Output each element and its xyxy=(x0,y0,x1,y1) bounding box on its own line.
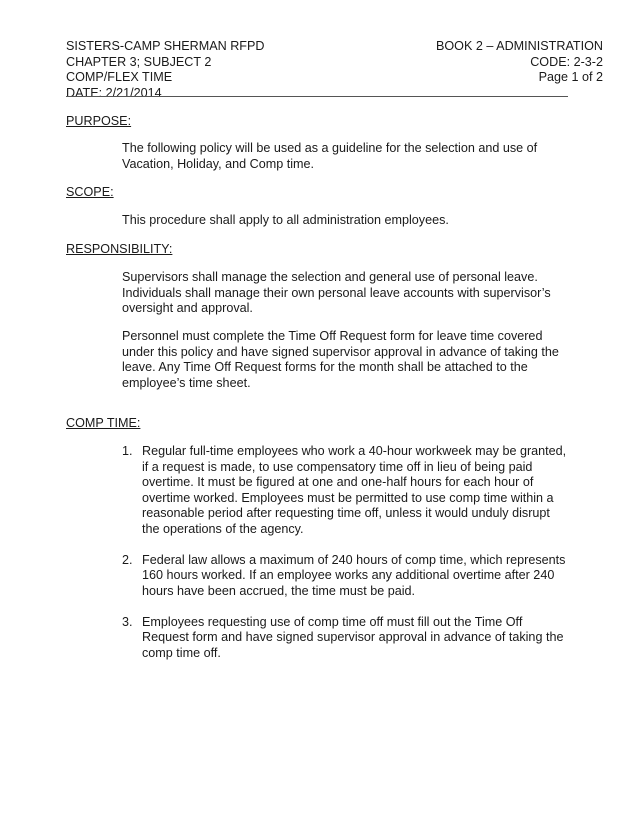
responsibility-paragraph-2: Personnel must complete the Time Off Request form for leave time covered under this policy and have signed supervisor approval in advance of taking the leave. Any Time Off Request forms for the month shall be attached to the employee’s time sheet. xyxy=(122,329,559,390)
list-item-text: Regular full-time employees who work a 40-hour workweek may be granted, if a request is made, to use compensatory time off in lieu of being paid overtime. It must be figured at one and one-half hours for each hour of overtime worked. Employees must be permitted to use comp time within a reasonable period after requesting time off, unless it would unduly disrupt the operations of the agency. xyxy=(142,444,567,536)
scope-text: This procedure shall apply to all administration employees. xyxy=(122,213,449,227)
header-book: BOOK 2 – ADMINISTRATION xyxy=(435,39,603,53)
document-header xyxy=(66,39,603,101)
header-code: CODE: 2-3-2 xyxy=(530,54,603,69)
responsibility-paragraph-1: Supervisors shall manage the selection and general use of personal leave. Individuals shall manage their own personal leave accounts with supervisor’s oversight and approval. xyxy=(122,270,551,315)
list-item-number: 1. xyxy=(122,444,133,458)
comp-time-item-2 xyxy=(122,553,568,600)
header-page-number: Page 1 of 2 xyxy=(538,70,603,84)
responsibility-heading: RESPONSIBILITY: xyxy=(66,242,173,256)
header-organization: SISTERS-CAMP SHERMAN RFPD xyxy=(66,39,265,53)
header-row-3 xyxy=(66,70,603,86)
purpose-heading: PURPOSE: xyxy=(66,114,132,128)
list-item-text: Federal law allows a maximum of 240 hours of comp time, which represents 160 hours worked. If an employee works any additional overtime after 240 hours have been accrued, the time must be paid. xyxy=(142,552,566,598)
comp-time-list xyxy=(122,444,568,677)
comp-time-item-1 xyxy=(122,444,568,537)
header-chapter: CHAPTER 3; SUBJECT 2 xyxy=(66,54,212,69)
comp-time-item-3 xyxy=(122,615,568,662)
header-date: DATE: 2/21/2014 xyxy=(66,85,162,100)
list-item-number: 2. xyxy=(122,552,133,567)
header-divider xyxy=(66,96,568,97)
header-row-1 xyxy=(66,39,603,55)
purpose-text: The following policy will be used as a guideline for the selection and use of Vacation, Holiday, and Comp time. xyxy=(122,141,538,171)
comp-time-heading: COMP TIME: xyxy=(66,416,141,430)
scope-heading: SCOPE: xyxy=(66,185,114,199)
header-row-4 xyxy=(66,86,603,102)
header-row-2 xyxy=(66,55,603,71)
list-item-number: 3. xyxy=(122,614,133,629)
header-title: COMP/FLEX TIME xyxy=(66,70,173,84)
list-item-text: Employees requesting use of comp time off must fill out the Time Off Request form and have signed supervisor approval in advance of taking the comp time off. xyxy=(142,614,564,660)
